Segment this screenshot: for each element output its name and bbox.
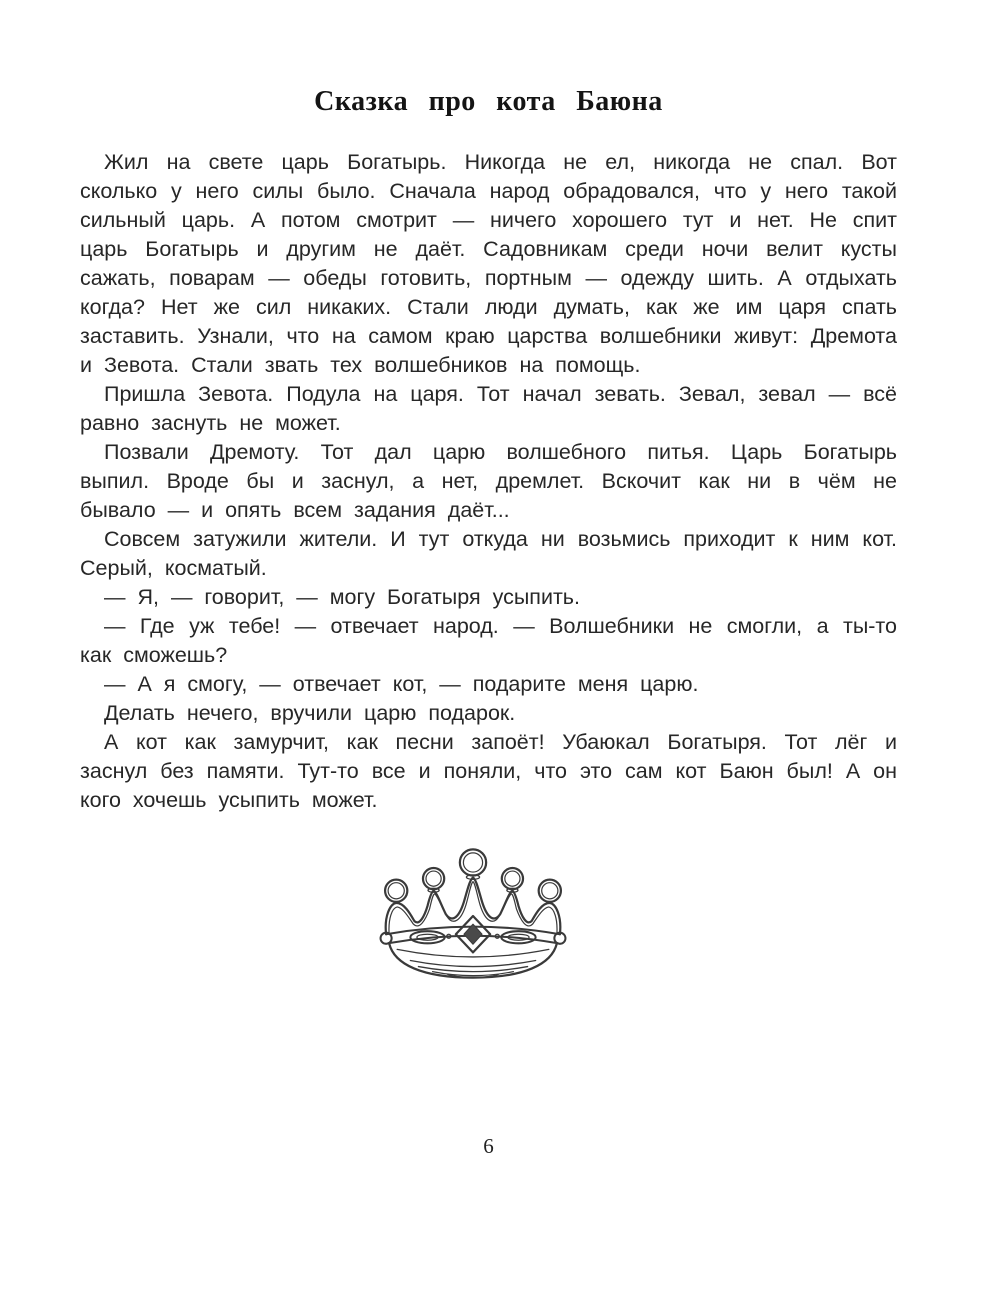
crown-icon xyxy=(377,844,569,984)
story-paragraph: А кот как замурчит, как песни запоёт! Убаюкал Богатыря. Тот лёг и заснул без памяти. Тут-то все и поняли, что это сам кот Баюн был! А он кого хочешь усыпить может. xyxy=(80,730,897,812)
crown-illustration xyxy=(377,844,569,984)
story-paragraph: — Я, — говорит, — могу Богатыря усыпить. xyxy=(104,585,580,609)
story-paragraph: — Где уж тебе! — отвечает народ. — Волшебники не смогли, а ты-то как сможешь? xyxy=(80,614,897,667)
story-paragraph: Совсем затужили жители. И тут откуда ни возьмись приходит к ним кот. Серый, косматый. xyxy=(80,527,897,580)
story-paragraph: Пришла Зевота. Подула на царя. Тот начал зевать. Зевал, зевал — всё равно заснуть не может. xyxy=(80,382,897,435)
story-text xyxy=(80,148,897,815)
story-paragraph: Жил на свете царь Богатырь. Никогда не ел, никогда не спал. Вот сколько у него силы было. Сначала народ обрадовался, что у него такой сильный царь. А потом смотрит — ничего хорошего тут и нет. Не спит царь Богатырь и другим не даёт. Садовникам среди ночи велит кусты сажать, поварам — обеды готовить, портным — одежду шить. А отдыхать когда? Нет же сил никаких. Стали люди думать, как же им царя спать заставить. Узнали, что на самом краю царства волшебники живут: Дремота и Зевота. Стали звать тех волшебников на помощь. xyxy=(80,150,897,377)
story-paragraph: Позвали Дремоту. Тот дал царю волшебного питья. Царь Богатырь выпил. Вроде бы и заснул, а нет, дремлет. Вскочит как ни в чём не бывало — и опять всем задания даёт... xyxy=(80,440,897,522)
page-title: Сказка про кота Баюна xyxy=(314,86,663,117)
story-paragraph: Делать нечего, вручили царю подарок. xyxy=(104,701,516,725)
page-number: 6 xyxy=(483,1134,494,1158)
story-paragraph: — А я смогу, — отвечает кот, — подарите меня царю. xyxy=(104,672,699,696)
